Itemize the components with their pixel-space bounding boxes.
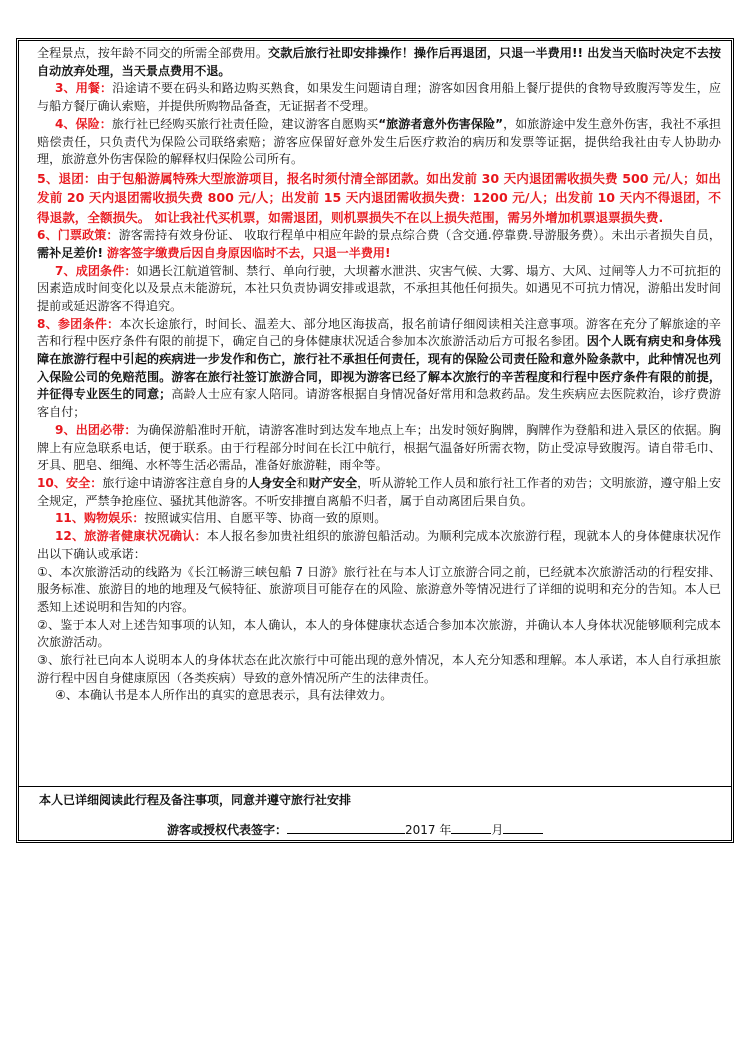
section-text: 本人报名参加贵社组织的旅游包船活动。为顺利完成本次旅游行程，现就本人的身体健康状况作出以下确认或承诺：: [37, 529, 721, 561]
section-text: 如遇长江航道管制、禁行、单向行驶，大坝蓄水泄洪、灾害气候、大雾、塌方、大风、过闸等人力不可抗拒的因素造成时间变化以及景点未能游玩，本社只负责协调安排或退款，不承担其他任何损失。如遇见不可抗力情况，游船出发时间提前或延迟游客不得追究。: [37, 263, 721, 313]
health-item: ②、鉴于本人对上述告知事项的认知，本人确认，本人的身体健康状态适合参加本次旅游，并确认本人身体状况能够顺利完成本次旅游活动。: [37, 617, 721, 650]
section-shopping: [37, 510, 721, 528]
terms-content: [37, 45, 721, 705]
section-text: 和: [296, 475, 309, 490]
month-label: 月: [491, 823, 504, 837]
month-field[interactable]: [451, 821, 491, 834]
section-insurance: [37, 116, 721, 169]
day-field[interactable]: [503, 821, 543, 834]
signature-label: 游客或授权代表签字：: [167, 823, 288, 837]
insurance-name: “旅游者意外伤害保险”: [378, 116, 504, 131]
health-item: ③、旅行社已向本人说明本人的身体状态在此次旅行中可能出现的意外情况，本人充分知悉和理解。本人承诺，本人自行承担旅游行程中因自身健康原因（各类疾病）导致的意外情况所产生的法律责任。: [37, 653, 721, 685]
section-number: 3、: [55, 81, 76, 96]
section-bold-text: 因个人既有病史和身体残障在旅游行程中引起的疾病进一步发作和伤亡，旅行社不承担任何责任，现有的保险公司责任险和意外险条款中，此种情况也列入保险公司的免赔范围。游客在旅行社签订旅游合同，即视为游客已经了解本次旅行的辛苦程度和行程中医疗条件有限的前提，并征得专业医生的同意；: [37, 334, 721, 402]
section-text: 为确保游船准时开航，请游客准时到达发车地点上车；出发时领好胸牌，胸牌作为登船和进入景区的依据。胸牌上有应急联系电话，便于联系。由于行程部分时间在长江中航行，根据气温备好所需衣物，防止受凉导致腹泻。请自带毛巾、牙具、肥皂、细绳、水杯等生活必需品，准备好旅游鞋，雨伞等。: [37, 422, 721, 473]
section-number: 10、: [37, 475, 66, 490]
section-meals: [37, 80, 721, 115]
section-title: 保险：: [75, 116, 112, 131]
intro-text: 全程景点，按年龄不同交的所需全部费用。: [37, 46, 269, 60]
section-text: ，如旅游途中发生意外伤害，我社不承担赔偿责任，只负责代为保险公司联络索赔；游客应保留好意外发生后医疗救治的病历和发票等证据，提供给我社由专人协助办理，旅游意外伤害保险的解释权归保险公司所有。: [37, 116, 721, 167]
section-text: 按照诚实信用、自愿平等、协商一致的原则。: [144, 511, 387, 526]
section-text: 高龄人士应有家人陪同。请游客根据自身情况备好常用和急救药品。发生疾病应去医院救治，诊疗费游客自付；: [37, 387, 721, 420]
section-number: 9、: [55, 422, 76, 437]
section-text: 旅行社已经购买旅行社责任险，建议游客自愿购买: [111, 116, 379, 131]
section-bold-text: 财产安全: [308, 475, 358, 490]
signature-line: [167, 821, 543, 838]
intro-bold-text: 交款后旅行社即安排操作！操作后再退团，只退一半费用!! 出发当天临时决定不去按自动放弃处理，当天景点费用不退。: [37, 46, 721, 78]
footer-divider: [19, 786, 731, 787]
section-text: 本次长途旅行，时间长、温差大、部分地区海拔高，报名前请仔细阅读相关注意事项。游客在充分了解旅途的辛苦和行程中医疗条件有限的前提下，确定自己的身体健康状况适合参加本次旅游活动后方可报名参团。: [37, 316, 721, 349]
section-number: 11、: [55, 511, 84, 526]
section-number: 7、: [55, 263, 76, 278]
section-bold-text: 人身安全: [247, 475, 297, 490]
year-label: 2017 年: [405, 823, 452, 837]
section-title: 门票政策：: [57, 228, 119, 243]
section-bold-text: 需补足差价!: [37, 245, 103, 260]
agreement-statement: 本人已详细阅读此行程及备注事项，同意并遵守旅行社安排: [39, 793, 352, 807]
health-item: ①、本次旅游活动的线路为《长江畅游三峡包船 7 日游》旅行社在与本人订立旅游合同之前，已经就本次旅游活动的行程安排、服务标准、旅游目的地的地理及气候特征、旅游项目可能存在的风险、旅游意外等情况进行了详细的说明和充分的告知。本人已悉知上述说明和告知的内容。: [37, 564, 721, 614]
section-text: 沿途请不要在码头和路边购买熟食，如果发生问题请自理；游客如因食用船上餐厅提供的食物导致腹泻等发生，应与船方餐厅确认索赔，并提供所购物品备查，无证据者不受理。: [37, 81, 721, 114]
section-number: 12、: [55, 529, 85, 544]
section-title: 用餐：: [75, 81, 113, 96]
health-item: ④、本确认书是本人所作出的真实的意思表示，具有法律效力。: [55, 688, 393, 703]
section-number: 8、: [37, 316, 58, 331]
section-participation: [37, 316, 721, 422]
section-must-bring: [37, 422, 721, 475]
section-title: 安全：: [66, 475, 103, 490]
section-safety: [37, 475, 721, 510]
section-text: 游客需持有效身份证、 收取行程单中相应年龄的景点综合费（含交通.停靠费.导游服务费）。未出示者损失自员，: [118, 228, 721, 243]
section-text: 旅行途中请游客注意自身的: [102, 475, 248, 490]
section-title: 出团必带：: [75, 422, 137, 437]
signature-field[interactable]: [287, 821, 405, 834]
section-number: 4、: [55, 116, 76, 131]
section-tickets: [37, 227, 721, 262]
section-title: 参团条件：: [57, 316, 120, 331]
section-red-text: 游客签字缴费后因自身原因临时不去，只退一半费用!: [106, 245, 391, 260]
document-frame: [16, 38, 734, 843]
section-refund: 5、退团：由于包船游属特殊大型旅游项目，报名时须付清全部团款。如出发前 30 天内退团需收损失费 500 元/人；如出发前 20 天内退团需收损失费 800 元/人；出发前 15 天内退团需收损失费：1200 元/人；出发前 10 天内不得退团，不得退款，全额损失。 如让我社代买机票，如需退团，则机票损失不在以上损失范围，需另外增加机票退票损失费.: [37, 170, 721, 225]
section-title: 旅游者健康状况确认：: [84, 529, 207, 544]
section-title: 购物娱乐：: [83, 511, 145, 526]
section-number: 6、: [37, 228, 58, 243]
section-text: ，听从游轮工作人员和旅行社工作者的劝告；文明旅游，遵守船上安全规定，严禁争抢座位、骚扰其他游客。不听安排擅自离船不归者，属于自动离团后果自负。: [37, 475, 721, 508]
section-group-conditions: [37, 263, 721, 316]
section-health: [37, 528, 721, 563]
intro-paragraph: [37, 45, 721, 80]
section-title: 成团条件：: [75, 263, 137, 278]
